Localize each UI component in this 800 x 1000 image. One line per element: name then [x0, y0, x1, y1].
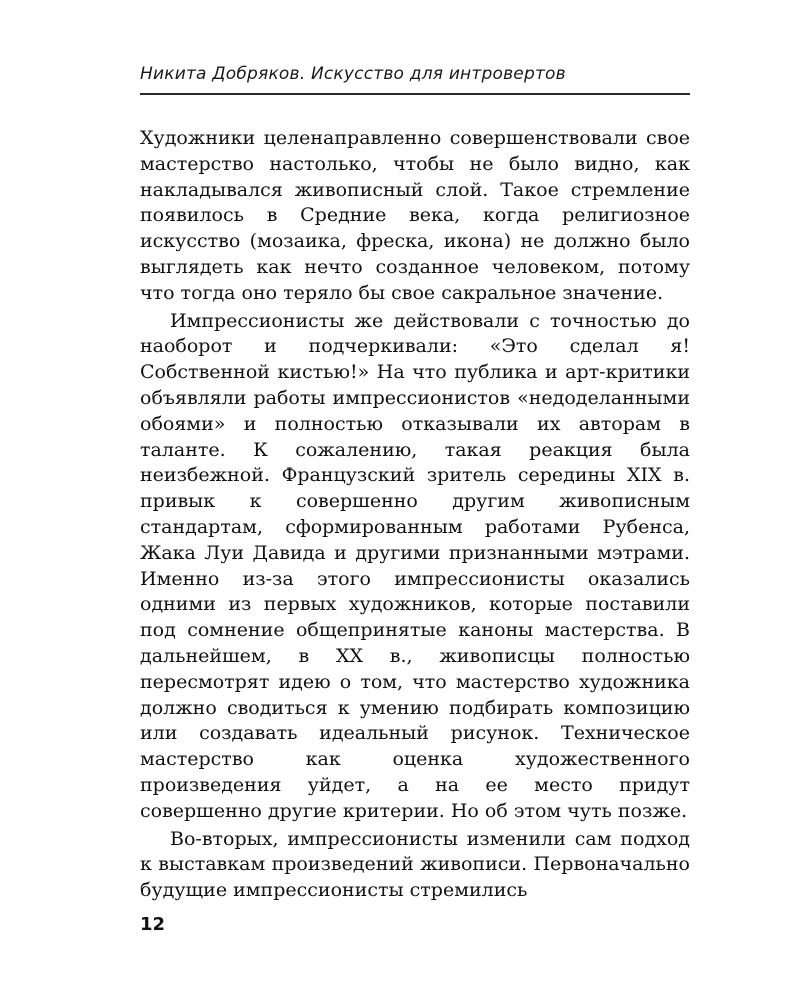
running-head: Никита Добряков. Искусство для интровертов	[140, 64, 566, 84]
page-number: 12	[140, 914, 166, 935]
paragraph-2: Импрессионисты же действовали с точностью до наоборот и подчеркивали: «Это сделал я! Собственной кистью!» На что публика и арт-критики объявляли работы импрессионистов «недоделанными обоями» и полностью отказывали их авторам в таланте. К сожалению, такая реакция была неизбежной. Французский зритель середины XIX в. привык к совершенно другим живописным стандартам, сформированным работами Рубенса, Жака Луи Давида и другими признанными мэтрами. Именно из-за этого импрессионисты оказались одними из первых художников, которые поставили под сомнение общепринятые каноны мастерства. В дальнейшем, в XX в., живописцы полностью пересмотрят идею о том, что мастерство художника должно сводиться к умению подбирать композицию или создавать идеальный рисунок. Техническое мастерство как оценка художественного произведения уйдет, а на ее место придут совершенно другие критерии. Но об этом чуть позже.	[140, 309, 690, 822]
header-rule	[140, 93, 690, 95]
body-text	[140, 126, 690, 904]
paragraph-1: Художники целенаправленно совершенствовали свое мастерство настолько, чтобы не было видно, как накладывался живописный слой. Такое стремление появилось в Средние века, когда религиозное искусство (мозаика, фреска, икона) не должно было выглядеть как нечто созданное человеком, потому что тогда оно теряло бы свое сакральное значение.	[140, 127, 690, 304]
paragraph-3: Во-вторых, импрессионисты изменили сам подход к выставкам произведений живописи. Первоначально будущие импрессионисты стремились	[140, 827, 690, 902]
